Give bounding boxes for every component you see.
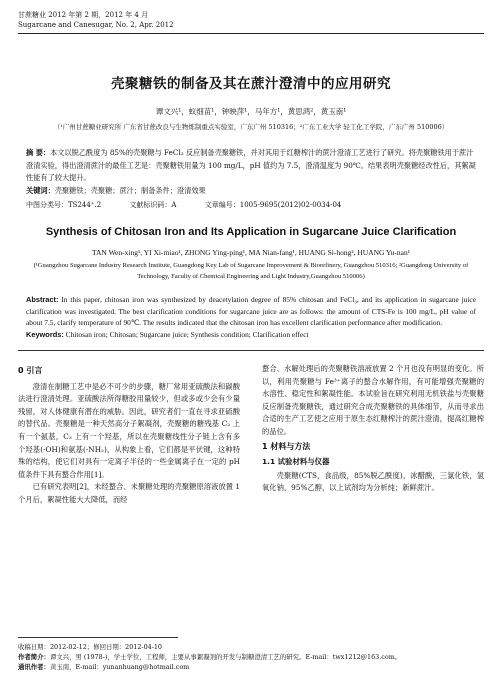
- subsection-heading-materials: 1.1 试验材料与仪器: [262, 457, 330, 467]
- author-bio: [18, 652, 484, 662]
- authors-en: TAN Wen-xing¹, YI Xi-miao¹, ZHONG Ying-ping¹, MA Nian-fang¹, HUANG Si-hong², HUANG Yu-nan¹: [92, 248, 410, 257]
- journal-page: [18, 10, 484, 507]
- abstract-en: [18, 294, 484, 340]
- author-bio-text: 谭文兴，男 (1978-)，学士学位，工程师，主要从事絮凝剂的开发与制糖澄清工艺的研究。E-mail：twx1212@163.com。: [49, 653, 402, 661]
- classification-row: [18, 200, 484, 210]
- corresponding-author-label: 通讯作者：: [18, 663, 50, 671]
- article-number: 文章编号：1005-9695(2012)02-0034-04: [204, 201, 342, 209]
- received-dates: 收稿日期：2012-02-12；修回日期：2012-04-10: [18, 643, 162, 651]
- right-column: [262, 363, 484, 507]
- abstract-en-label: Abstract:: [26, 295, 59, 304]
- running-header: [18, 10, 484, 34]
- abstract-cn: [18, 147, 484, 197]
- abstract-cn-text: 本文以脱乙酰度为 85%的壳聚糖与 FeCl₃ 反应制备壳聚糖铁，并对其用于红糖榨汁的蔗汁澄清工艺进行了研究。将壳聚糖铁用于蔗汁澄清实验，得出澄清蔗汁的最佳工艺是：壳聚糖铁用量为 100 mg/L，pH 值约为 7.5，澄清温度为 90℃。结果表明壳聚糖经改性后，其絮凝性能有了较大提升。: [26, 148, 476, 182]
- abstract-separator: [18, 350, 484, 351]
- affiliation-cn: （¹广州甘蔗糖业研究所 广东省甘蔗改良与生物炼制重点实验室，广东广州 510316；²广东工业大学 轻工化工学院，广东广州 510006）: [53, 123, 449, 131]
- header-cn: 甘蔗糖业 2012 年第 2 期，2012 年 4 月: [18, 11, 149, 19]
- section-heading-methods: 1 材料与方法: [262, 441, 311, 451]
- affiliation-en: (¹Guangzhou Sugarcane Industry Research Institute, Guangdong Key Lab of Sugarcane Improvement & Biorefinery, Guangzhou 510316; ²Guangdong University of Technology, Faculty of Chemical Engineering and Light Industry,Guangzhou 510006): [33, 262, 469, 280]
- keywords-en-text: Chitosan iron; Chitosan; Sugarcane juice; Synthesis condition; Clarification effect: [65, 329, 309, 339]
- clc-number: 中图分类号：TS244⁺.2: [26, 201, 102, 209]
- body-columns: [18, 363, 484, 507]
- author-bio-label: 作者简介：: [18, 653, 50, 661]
- keywords-en: [26, 329, 476, 341]
- corresponding-author: [18, 662, 484, 672]
- paper-title-cn: 壳聚糖铁的制备及其在蔗汁澄清中的应用研究: [111, 76, 391, 92]
- body-paragraph: 壳聚糖(CTS，食品级，85%脱乙酰度)，冰醋酸，三氯化铁，氢氧化钠，95%乙醇，以上试剂均为分析纯；新鲜蔗汁。: [262, 470, 484, 493]
- body-paragraph: 螯合、水解处理后的壳聚糖铁溶液放置 2 个月也没有明显的变化。所以，利用壳聚糖与 Fe³⁺离子的螯合水解作用，有可能增强壳聚糖的水溶性、稳定性和絮凝性能。本试验旨在研究利用无机铁盐与壳聚糖反应制备壳聚糖铁，通过研究合成壳聚糖铁的具体细节，从而寻求出合适的生产工艺使之应用于原生态红糖榨汁的蔗汁澄清，提高红糖榨的品位。: [262, 364, 484, 436]
- header-rule: [18, 33, 484, 34]
- corresponding-author-text: 黄玉南，E-mail：yunanhuang@hotmail.com: [49, 663, 190, 671]
- footnote-block: [18, 637, 484, 672]
- abstract-cn-label: 摘 要：: [26, 148, 51, 157]
- keywords-cn-label: 关键词：: [26, 185, 55, 195]
- paper-title-en: Synthesis of Chitosan Iron and Its Application in Sugarcane Juice Clarification: [45, 226, 457, 238]
- keywords-cn-text: 壳聚糖铁；壳聚糖；蔗汁；制备条件；澄清效果: [54, 185, 206, 195]
- left-column: [18, 363, 240, 507]
- section-heading-intro: 0 引言: [18, 366, 43, 375]
- keywords-cn: [26, 185, 476, 198]
- document-code: 文献标识码：A: [129, 201, 177, 209]
- body-paragraph: 已有研究表明[2]，未经螯合、未聚糖处理的壳聚糖原溶液放置 1 个月后，絮凝性能大大降低，而经: [18, 482, 240, 504]
- authors-cn: 谭文兴¹，蚁细苗¹，钟映萍¹，马年方¹，黄思鸿²，黄玉南¹: [155, 107, 347, 116]
- abstract-en-text: In this paper, chitosan iron was synthesized by deacetylation degree of 85% chitosan and FeCl₃, and its application in sugarcane juice clarification was investigated. The best clarification conditions for sugarcane juice are as follows: the amount of CTS-Fe is 100 mg/L, pH value of about 7.5, clarify temperature of 90℃. The results indicated that the chitosan iron has excellent clarification performance after modification.: [26, 295, 476, 327]
- footnote-rule: [18, 637, 178, 638]
- body-paragraph: 澄清在制糖工艺中是必不可少的步骤，糖厂常用亚硫酸法和碳酸法进行澄清处理。亚硫酸法所得糖胶用量较少，但或多或少会有少量残留，对人体健康有潜在的威胁。因此，研究者们一直在寻求亚硫酸的替代品。壳聚糖是一种天然高分子絮凝剂，壳聚糖的糖残基 C₂ 上有一个氨基，C₃ 上有一个羟基，所以在壳聚糖线性分子链上含有多个羟基(-OH)和氨基(-NH₂)，从构象上看，它们都是平伏键，这种特殊的结构，使它们对具有一定离子半径的一些金属离子在一定的 pH 值条件下具有螯合作用[1]。: [18, 381, 240, 479]
- header-en: Sugarcane and Canesugar, No. 2, Apr. 2012: [18, 21, 174, 29]
- keywords-en-label: Keywords:: [26, 329, 64, 339]
